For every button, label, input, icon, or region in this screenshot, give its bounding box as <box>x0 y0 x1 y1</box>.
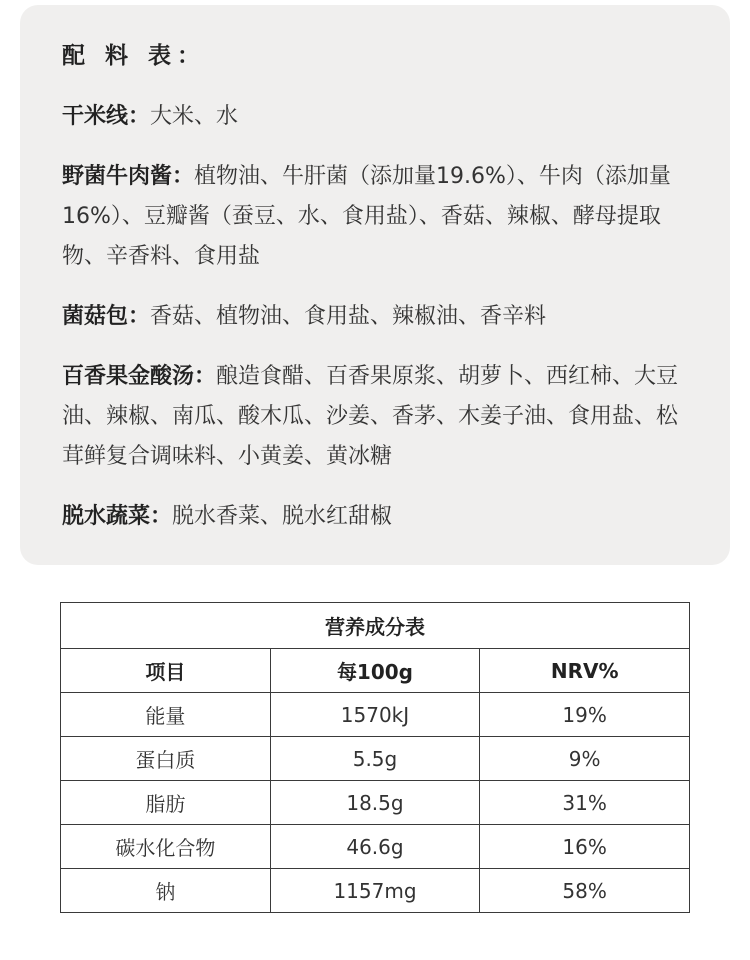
ingredient-group-label: 脱水蔬菜： <box>62 504 173 529</box>
table-cell-item: 碳水化合物 <box>61 825 271 869</box>
ingredients-title: 配 料 表： <box>62 43 207 69</box>
table-cell-nrv: 9% <box>480 737 690 781</box>
ingredient-group-beef-sauce <box>62 157 688 277</box>
table-cell-item: 脂肪 <box>61 781 271 825</box>
table-row <box>61 825 690 869</box>
table-cell-item: 钠 <box>61 869 271 913</box>
table-header-row <box>61 649 690 693</box>
column-header-item: 项目 <box>61 649 271 693</box>
ingredient-group-text: 大米、水 <box>150 104 239 129</box>
column-header-nrv: NRV% <box>480 649 690 693</box>
table-row <box>61 781 690 825</box>
ingredient-group-text: 酿造食醋、百香果原浆、胡萝卜、西红柿、大豆油、辣椒、南瓜、酸木瓜、沙姜、香茅、木姜子油、食用盐、松茸鲜复合调味料、小黄姜、黄冰糖 <box>62 364 679 469</box>
table-cell-nrv: 31% <box>480 781 690 825</box>
table-caption-row <box>61 603 690 649</box>
ingredient-group-mushroom-pack <box>62 297 688 337</box>
table-row <box>61 737 690 781</box>
ingredient-group-label: 干米线： <box>62 104 151 129</box>
ingredient-group-label: 野菌牛肉酱： <box>62 164 195 189</box>
ingredients-panel <box>20 5 730 565</box>
table-cell-per-100g: 5.5g <box>270 737 480 781</box>
table-cell-item: 蛋白质 <box>61 737 271 781</box>
nutrition-table <box>60 602 690 913</box>
ingredient-group-text: 香菇、植物油、食用盐、辣椒油、香辛料 <box>150 304 547 329</box>
nutrition-table-title: 营养成分表 <box>61 603 690 649</box>
column-header-per-100g: 每100g <box>270 649 480 693</box>
ingredient-group-sour-soup <box>62 357 688 477</box>
table-cell-nrv: 16% <box>480 825 690 869</box>
table-cell-per-100g: 1570kJ <box>270 693 480 737</box>
ingredient-group-label: 百香果金酸汤： <box>62 364 217 389</box>
table-cell-item: 能量 <box>61 693 271 737</box>
ingredient-group-label: 菌菇包： <box>62 304 151 329</box>
table-row <box>61 869 690 913</box>
table-cell-nrv: 58% <box>480 869 690 913</box>
table-cell-nrv: 19% <box>480 693 690 737</box>
table-cell-per-100g: 46.6g <box>270 825 480 869</box>
table-cell-per-100g: 18.5g <box>270 781 480 825</box>
ingredient-group-rice-noodle <box>62 97 688 137</box>
ingredient-group-text: 植物油、牛肝菌（添加量19.6%）、牛肉（添加量16%）、豆瓣酱（蚕豆、水、食用盐）、香菇、辣椒、酵母提取物、辛香料、食用盐 <box>62 164 671 269</box>
table-cell-per-100g: 1157mg <box>270 869 480 913</box>
ingredient-group-dried-vegetables <box>62 497 688 537</box>
ingredient-group-text: 脱水香菜、脱水红甜椒 <box>172 504 393 529</box>
table-row <box>61 693 690 737</box>
